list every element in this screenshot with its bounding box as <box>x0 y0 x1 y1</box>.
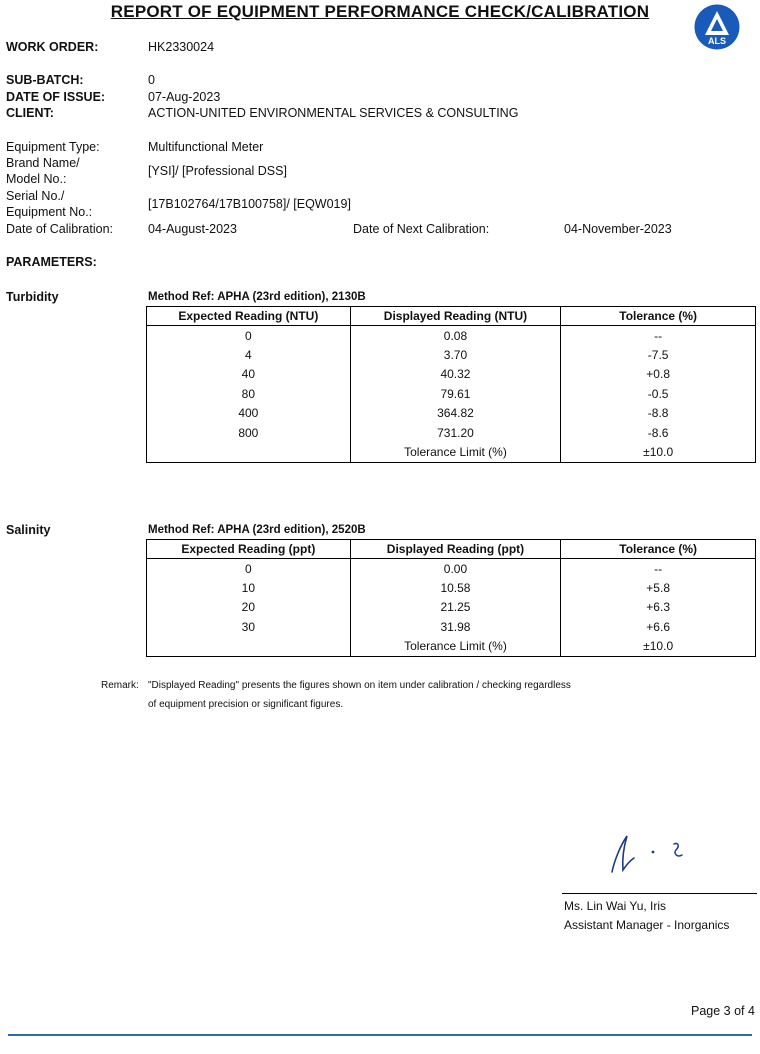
serial-label-line1: Serial No./ <box>6 189 65 203</box>
table-row <box>147 578 756 597</box>
parameters-label: PARAMETERS: <box>6 255 97 269</box>
table-row <box>147 598 756 617</box>
equipment-type-label: Equipment Type: <box>6 140 100 154</box>
table-row <box>147 345 756 364</box>
table-cell: 31.98 <box>350 617 561 636</box>
equipment-type-value: Multifunctional Meter <box>148 140 264 154</box>
table-cell: 10.58 <box>350 578 561 597</box>
remark-label: Remark: <box>101 680 139 691</box>
table-row <box>147 617 756 636</box>
salinity-section-label: Salinity <box>6 523 51 537</box>
table-cell: -0.5 <box>561 384 756 403</box>
table-cell: 30 <box>147 617 351 636</box>
column-header: Expected Reading (NTU) <box>147 307 351 326</box>
table-cell: 364.82 <box>350 404 561 423</box>
client-value: ACTION-UNITED ENVIRONMENTAL SERVICES & CONSULTING <box>148 106 519 120</box>
footer-rule <box>8 1034 752 1036</box>
work-order-value: HK2330024 <box>148 40 215 54</box>
signature-scribble <box>600 828 700 880</box>
brand-value: [YSI]/ [Professional DSS] <box>148 164 287 178</box>
table-row <box>147 404 756 423</box>
column-header: Tolerance (%) <box>561 307 756 326</box>
remark-line2: of equipment precision or significant figures. <box>148 699 344 710</box>
als-logo <box>694 4 740 50</box>
client-label: CLIENT: <box>6 106 54 120</box>
table-cell: +0.8 <box>561 365 756 384</box>
brand-label-line1: Brand Name/ <box>6 156 80 170</box>
page-number: Page 3 of 4 <box>691 1004 755 1018</box>
table-cell: +6.6 <box>561 617 756 636</box>
table-cell: 80 <box>147 384 351 403</box>
calibration-date-label: Date of Calibration: <box>6 222 114 236</box>
table-cell: -- <box>561 326 756 346</box>
next-calibration-value: 04-November-2023 <box>564 222 672 236</box>
table-header-row <box>147 307 756 326</box>
table-cell <box>147 442 351 462</box>
table-cell: -8.6 <box>561 423 756 442</box>
turbidity-method-ref: Method Ref: APHA (23rd edition), 2130B <box>148 291 366 303</box>
serial-value: [17B102764/17B100758]/ [EQW019] <box>148 197 351 211</box>
table-row <box>147 423 756 442</box>
date-of-issue-value: 07-Aug-2023 <box>148 90 221 104</box>
tolerance-limit-row <box>147 442 756 462</box>
table-row <box>147 559 756 579</box>
table-header-row <box>147 540 756 559</box>
report-title: REPORT OF EQUIPMENT PERFORMANCE CHECK/CALIBRATION <box>110 2 650 21</box>
remark-line1: "Displayed Reading" presents the figures shown on item under calibration / checking regardless <box>148 680 571 691</box>
table-cell: 20 <box>147 598 351 617</box>
serial-label-line2: Equipment No.: <box>6 205 93 219</box>
table-cell: 0 <box>147 326 351 346</box>
calibration-date-value: 04-August-2023 <box>148 222 237 236</box>
signature-line <box>562 893 757 894</box>
tolerance-limit-value: ±10.0 <box>561 637 756 657</box>
table-cell: 400 <box>147 404 351 423</box>
signatory-position: Assistant Manager - Inorganics <box>564 918 730 932</box>
next-calibration-label: Date of Next Calibration: <box>353 222 490 236</box>
table-cell: +5.8 <box>561 578 756 597</box>
table-cell: 3.70 <box>350 345 561 364</box>
table-cell: 800 <box>147 423 351 442</box>
date-of-issue-label: DATE OF ISSUE: <box>6 90 106 104</box>
salinity-method-ref: Method Ref: APHA (23rd edition), 2520B <box>148 524 366 536</box>
turbidity-table <box>146 306 756 463</box>
table-row <box>147 326 756 346</box>
tolerance-limit-label: Tolerance Limit (%) <box>350 442 561 462</box>
table-cell: -8.8 <box>561 404 756 423</box>
column-header: Tolerance (%) <box>561 540 756 559</box>
turbidity-section-label: Turbidity <box>6 290 59 304</box>
table-cell: +6.3 <box>561 598 756 617</box>
table-cell: 21.25 <box>350 598 561 617</box>
signatory-name: Ms. Lin Wai Yu, Iris <box>564 899 667 913</box>
table-cell: 40.32 <box>350 365 561 384</box>
table-cell: 0.08 <box>350 326 561 346</box>
tolerance-limit-value: ±10.0 <box>561 442 756 462</box>
table-cell: 79.61 <box>350 384 561 403</box>
table-cell: -- <box>561 559 756 579</box>
table-cell: -7.5 <box>561 345 756 364</box>
table-row <box>147 384 756 403</box>
table-cell: 731.20 <box>350 423 561 442</box>
table-cell: 4 <box>147 345 351 364</box>
salinity-table <box>146 539 756 657</box>
table-cell: 0 <box>147 559 351 579</box>
work-order-label: WORK ORDER: <box>6 40 99 54</box>
tolerance-limit-label: Tolerance Limit (%) <box>350 637 561 657</box>
sub-batch-value: 0 <box>148 73 155 87</box>
table-row <box>147 365 756 384</box>
column-header: Displayed Reading (ppt) <box>350 540 561 559</box>
column-header: Expected Reading (ppt) <box>147 540 351 559</box>
table-cell: 0.00 <box>350 559 561 579</box>
column-header: Displayed Reading (NTU) <box>350 307 561 326</box>
als-logo-text: ALS <box>708 36 726 46</box>
tolerance-limit-row <box>147 637 756 657</box>
table-cell: 10 <box>147 578 351 597</box>
table-cell <box>147 637 351 657</box>
brand-label-line2: Model No.: <box>6 172 67 186</box>
sub-batch-label: SUB-BATCH: <box>6 73 84 87</box>
table-cell: 40 <box>147 365 351 384</box>
